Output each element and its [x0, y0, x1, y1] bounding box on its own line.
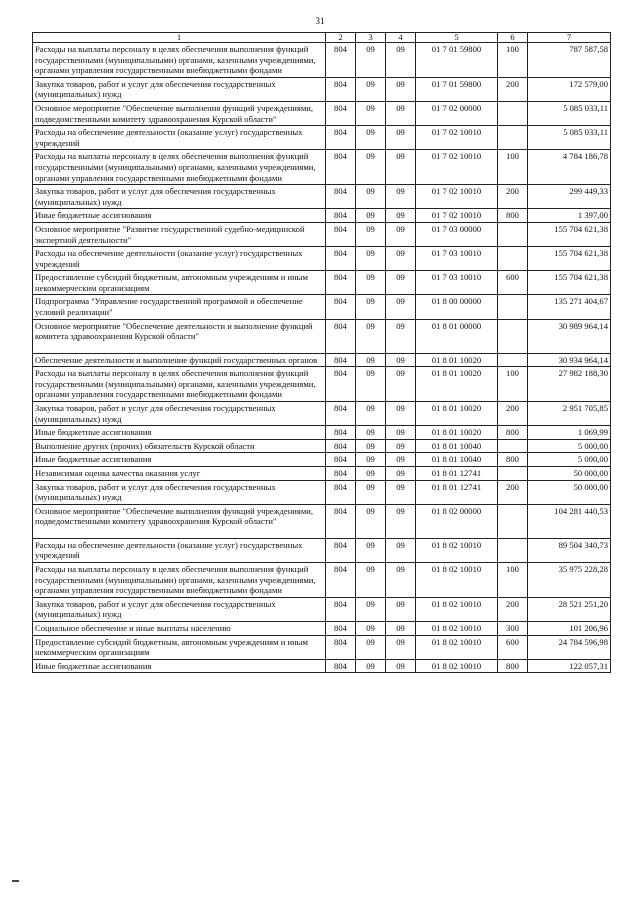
subsection-code-cell: 09	[386, 467, 416, 481]
amount-cell: 122 057,31	[528, 659, 611, 673]
amount-cell: 50 000,00	[528, 467, 611, 481]
section-code-cell: 09	[356, 150, 386, 185]
ministry-code-cell: 804	[326, 453, 356, 467]
table-row	[33, 538, 611, 562]
amount-cell: 155 704 621,38	[528, 222, 611, 246]
expense-type-cell: 200	[498, 480, 528, 504]
column-header: 6	[498, 33, 528, 43]
target-article-cell: 01 8 02 10010	[416, 538, 498, 562]
expense-type-cell	[498, 353, 528, 367]
subsection-code-cell: 09	[386, 453, 416, 467]
ministry-code-cell: 804	[326, 467, 356, 481]
target-article-cell: 01 8 00 00000	[416, 295, 498, 319]
amount-cell: 101 206,96	[528, 621, 611, 635]
target-article-cell: 01 7 02 10010	[416, 209, 498, 223]
scan-artifact	[12, 880, 19, 882]
section-code-cell: 09	[356, 635, 386, 659]
column-header: 3	[356, 33, 386, 43]
section-code-cell: 09	[356, 439, 386, 453]
subsection-code-cell: 09	[386, 126, 416, 150]
expense-type-cell	[498, 319, 528, 353]
budget-table	[32, 32, 611, 673]
expense-name-cell: Закупка товаров, работ и услуг для обеспечения государственных (муниципальных) нужд	[33, 480, 326, 504]
expense-name-cell: Независимая оценка качества оказания услуг	[33, 467, 326, 481]
subsection-code-cell: 09	[386, 209, 416, 223]
amount-cell: 1 397,00	[528, 209, 611, 223]
amount-cell: 27 982 188,30	[528, 367, 611, 402]
section-code-cell: 09	[356, 222, 386, 246]
subsection-code-cell: 09	[386, 271, 416, 295]
expense-name-cell: Расходы на выплаты персоналу в целях обеспечения выполнения функций государственными (муниципальными) органами, казенными учреждениями, органами управления государственными внебюджетными фондами	[33, 562, 326, 597]
column-number-row	[33, 33, 611, 43]
ministry-code-cell: 804	[326, 222, 356, 246]
column-header: 4	[386, 33, 416, 43]
section-code-cell: 09	[356, 538, 386, 562]
section-code-cell: 09	[356, 247, 386, 271]
column-header: 5	[416, 33, 498, 43]
table-row	[33, 247, 611, 271]
table-row	[33, 659, 611, 673]
expense-type-cell	[498, 126, 528, 150]
target-article-cell: 01 8 02 10010	[416, 659, 498, 673]
table-row	[33, 402, 611, 426]
section-code-cell: 09	[356, 77, 386, 101]
target-article-cell: 01 8 02 10010	[416, 562, 498, 597]
amount-cell: 89 504 340,73	[528, 538, 611, 562]
amount-cell: 30 934 964,14	[528, 353, 611, 367]
amount-cell: 172 579,00	[528, 77, 611, 101]
subsection-code-cell: 09	[386, 367, 416, 402]
table-row	[33, 621, 611, 635]
amount-cell: 5 085 033,11	[528, 101, 611, 125]
section-code-cell: 09	[356, 353, 386, 367]
table-row	[33, 222, 611, 246]
subsection-code-cell: 09	[386, 222, 416, 246]
expense-name-cell: Расходы на обеспечение деятельности (оказание услуг) государственных учреждений	[33, 538, 326, 562]
amount-cell: 2 951 705,85	[528, 402, 611, 426]
expense-name-cell: Расходы на выплаты персоналу в целях обеспечения выполнения функций государственными (муниципальными) органами, казенными учреждениями, органами управления государственными внебюджетными фондами	[33, 150, 326, 185]
target-article-cell: 01 8 01 10040	[416, 439, 498, 453]
expense-type-cell	[498, 504, 528, 538]
amount-cell: 5 000,00	[528, 453, 611, 467]
table-row	[33, 150, 611, 185]
subsection-code-cell: 09	[386, 504, 416, 538]
section-code-cell: 09	[356, 480, 386, 504]
subsection-code-cell: 09	[386, 659, 416, 673]
amount-cell: 155 704 621,38	[528, 271, 611, 295]
expense-name-cell: Закупка товаров, работ и услуг для обеспечения государственных (муниципальных) нужд	[33, 185, 326, 209]
table-row	[33, 77, 611, 101]
ministry-code-cell: 804	[326, 319, 356, 353]
table-row	[33, 562, 611, 597]
ministry-code-cell: 804	[326, 504, 356, 538]
target-article-cell: 01 7 02 10010	[416, 185, 498, 209]
expense-type-cell: 800	[498, 426, 528, 440]
table-row	[33, 126, 611, 150]
expense-type-cell	[498, 101, 528, 125]
section-code-cell: 09	[356, 659, 386, 673]
subsection-code-cell: 09	[386, 101, 416, 125]
amount-cell: 1 069,99	[528, 426, 611, 440]
ministry-code-cell: 804	[326, 635, 356, 659]
expense-type-cell: 600	[498, 271, 528, 295]
target-article-cell: 01 7 02 10010	[416, 126, 498, 150]
expense-type-cell: 100	[498, 43, 528, 78]
ministry-code-cell: 804	[326, 77, 356, 101]
amount-cell: 50 000,00	[528, 480, 611, 504]
amount-cell: 104 281 440,53	[528, 504, 611, 538]
expense-type-cell: 800	[498, 659, 528, 673]
expense-type-cell	[498, 439, 528, 453]
expense-type-cell: 200	[498, 185, 528, 209]
table-body	[33, 43, 611, 673]
subsection-code-cell: 09	[386, 185, 416, 209]
section-code-cell: 09	[356, 597, 386, 621]
subsection-code-cell: 09	[386, 150, 416, 185]
table-row	[33, 426, 611, 440]
section-code-cell: 09	[356, 453, 386, 467]
ministry-code-cell: 804	[326, 150, 356, 185]
section-code-cell: 09	[356, 504, 386, 538]
subsection-code-cell: 09	[386, 426, 416, 440]
table-row	[33, 295, 611, 319]
subsection-code-cell: 09	[386, 621, 416, 635]
target-article-cell: 01 7 01 59800	[416, 77, 498, 101]
expense-name-cell: Расходы на выплаты персоналу в целях обеспечения выполнения функций государственными (муниципальными) органами, казенными учреждениями, органами управления государственными внебюджетными фондами	[33, 367, 326, 402]
section-code-cell: 09	[356, 367, 386, 402]
amount-cell: 35 975 228,28	[528, 562, 611, 597]
section-code-cell: 09	[356, 126, 386, 150]
expense-type-cell: 300	[498, 621, 528, 635]
section-code-cell: 09	[356, 271, 386, 295]
target-article-cell: 01 8 02 10010	[416, 635, 498, 659]
expense-name-cell: Подпрограмма "Управление государственной программой и обеспечение условий реализации"	[33, 295, 326, 319]
table-row	[33, 453, 611, 467]
expense-name-cell: Основное мероприятие "Обеспечение выполнения функций учреждениями, подведомственными комитету здравоохранения Курской области"	[33, 101, 326, 125]
table-row	[33, 467, 611, 481]
target-article-cell: 01 7 03 10010	[416, 247, 498, 271]
expense-type-cell	[498, 538, 528, 562]
amount-cell: 155 704 621,38	[528, 247, 611, 271]
table-row	[33, 635, 611, 659]
expense-type-cell	[498, 222, 528, 246]
expense-name-cell: Расходы на обеспечение деятельности (оказание услуг) государственных учреждений	[33, 247, 326, 271]
expense-name-cell: Основное мероприятие "Обеспечение деятельности и выполнение функций комитета здравоохранения Курской области"	[33, 319, 326, 353]
expense-type-cell	[498, 247, 528, 271]
section-code-cell: 09	[356, 101, 386, 125]
ministry-code-cell: 804	[326, 295, 356, 319]
table-row	[33, 185, 611, 209]
expense-name-cell: Расходы на обеспечение деятельности (оказание услуг) государственных учреждений	[33, 126, 326, 150]
table-row	[33, 504, 611, 538]
target-article-cell: 01 8 01 12741	[416, 480, 498, 504]
ministry-code-cell: 804	[326, 353, 356, 367]
target-article-cell: 01 8 02 00000	[416, 504, 498, 538]
subsection-code-cell: 09	[386, 538, 416, 562]
ministry-code-cell: 804	[326, 367, 356, 402]
section-code-cell: 09	[356, 426, 386, 440]
subsection-code-cell: 09	[386, 402, 416, 426]
section-code-cell: 09	[356, 319, 386, 353]
ministry-code-cell: 804	[326, 538, 356, 562]
target-article-cell: 01 8 01 10040	[416, 453, 498, 467]
expense-name-cell: Основное мероприятие "Развитие государственной судебно-медицинской экспертной деятельности"	[33, 222, 326, 246]
ministry-code-cell: 804	[326, 101, 356, 125]
expense-name-cell: Иные бюджетные ассигнования	[33, 453, 326, 467]
expense-type-cell: 200	[498, 77, 528, 101]
table-row	[33, 353, 611, 367]
ministry-code-cell: 804	[326, 271, 356, 295]
target-article-cell: 01 8 01 10020	[416, 367, 498, 402]
section-code-cell: 09	[356, 402, 386, 426]
target-article-cell: 01 7 03 10010	[416, 271, 498, 295]
section-code-cell: 09	[356, 43, 386, 78]
ministry-code-cell: 804	[326, 621, 356, 635]
expense-name-cell: Закупка товаров, работ и услуг для обеспечения государственных (муниципальных) нужд	[33, 77, 326, 101]
target-article-cell: 01 7 03 00000	[416, 222, 498, 246]
section-code-cell: 09	[356, 209, 386, 223]
expense-name-cell: Социальное обеспечение и иные выплаты населению	[33, 621, 326, 635]
column-header: 7	[528, 33, 611, 43]
section-code-cell: 09	[356, 562, 386, 597]
amount-cell: 787 587,58	[528, 43, 611, 78]
expense-name-cell: Иные бюджетные ассигнования	[33, 426, 326, 440]
target-article-cell: 01 7 02 10010	[416, 150, 498, 185]
table-row	[33, 101, 611, 125]
target-article-cell: 01 8 02 10010	[416, 621, 498, 635]
section-code-cell: 09	[356, 295, 386, 319]
expense-name-cell: Закупка товаров, работ и услуг для обеспечения государственных (муниципальных) нужд	[33, 402, 326, 426]
page-number: 31	[315, 17, 325, 27]
expense-type-cell: 600	[498, 635, 528, 659]
expense-type-cell: 100	[498, 150, 528, 185]
amount-cell: 5 000,00	[528, 439, 611, 453]
subsection-code-cell: 09	[386, 247, 416, 271]
expense-type-cell: 200	[498, 402, 528, 426]
expense-type-cell: 800	[498, 453, 528, 467]
amount-cell: 5 085 033,11	[528, 126, 611, 150]
target-article-cell: 01 8 02 10010	[416, 597, 498, 621]
expense-name-cell: Закупка товаров, работ и услуг для обеспечения государственных (муниципальных) нужд	[33, 597, 326, 621]
ministry-code-cell: 804	[326, 43, 356, 78]
section-code-cell: 09	[356, 185, 386, 209]
ministry-code-cell: 804	[326, 426, 356, 440]
table-row	[33, 319, 611, 353]
target-article-cell: 01 8 01 10020	[416, 426, 498, 440]
ministry-code-cell: 804	[326, 659, 356, 673]
amount-cell: 30 989 964,14	[528, 319, 611, 353]
ministry-code-cell: 804	[326, 247, 356, 271]
target-article-cell: 01 8 01 10020	[416, 353, 498, 367]
expense-type-cell: 200	[498, 597, 528, 621]
section-code-cell: 09	[356, 467, 386, 481]
table-row	[33, 367, 611, 402]
target-article-cell: 01 8 01 10020	[416, 402, 498, 426]
amount-cell: 299 449,33	[528, 185, 611, 209]
target-article-cell: 01 7 01 59800	[416, 43, 498, 78]
ministry-code-cell: 804	[326, 185, 356, 209]
subsection-code-cell: 09	[386, 319, 416, 353]
column-header: 1	[33, 33, 326, 43]
subsection-code-cell: 09	[386, 439, 416, 453]
table-row	[33, 209, 611, 223]
expense-type-cell	[498, 295, 528, 319]
amount-cell: 28 521 251,20	[528, 597, 611, 621]
expense-type-cell: 800	[498, 209, 528, 223]
expense-name-cell: Предоставление субсидий бюджетным, автономным учреждениям и иным некоммерческим организациям	[33, 271, 326, 295]
expense-name-cell: Расходы на выплаты персоналу в целях обеспечения выполнения функций государственными (муниципальными) органами, казенными учреждениями, органами управления государственными внебюджетными фондами	[33, 43, 326, 78]
target-article-cell: 01 8 01 00000	[416, 319, 498, 353]
expense-type-cell: 100	[498, 367, 528, 402]
subsection-code-cell: 09	[386, 43, 416, 78]
ministry-code-cell: 804	[326, 439, 356, 453]
subsection-code-cell: 09	[386, 597, 416, 621]
expense-type-cell	[498, 467, 528, 481]
table-row	[33, 43, 611, 78]
expense-name-cell: Иные бюджетные ассигнования	[33, 659, 326, 673]
subsection-code-cell: 09	[386, 562, 416, 597]
column-header: 2	[326, 33, 356, 43]
amount-cell: 135 271 404,67	[528, 295, 611, 319]
subsection-code-cell: 09	[386, 353, 416, 367]
expense-name-cell: Выполнение других (прочих) обязательств Курской области	[33, 439, 326, 453]
subsection-code-cell: 09	[386, 635, 416, 659]
expense-name-cell: Предоставление субсидий бюджетным, автономным учреждениям и иным некоммерческим организациям	[33, 635, 326, 659]
subsection-code-cell: 09	[386, 77, 416, 101]
target-article-cell: 01 8 01 12741	[416, 467, 498, 481]
table-row	[33, 597, 611, 621]
subsection-code-cell: 09	[386, 295, 416, 319]
expense-name-cell: Основное мероприятие "Обеспечение выполнения функций учреждениями, подведомственными комитету здравоохранения Курской области"	[33, 504, 326, 538]
ministry-code-cell: 804	[326, 597, 356, 621]
target-article-cell: 01 7 02 00000	[416, 101, 498, 125]
ministry-code-cell: 804	[326, 562, 356, 597]
table-row	[33, 480, 611, 504]
amount-cell: 4 784 186,78	[528, 150, 611, 185]
ministry-code-cell: 804	[326, 402, 356, 426]
table-row	[33, 271, 611, 295]
table-row	[33, 439, 611, 453]
expense-type-cell: 100	[498, 562, 528, 597]
section-code-cell: 09	[356, 621, 386, 635]
amount-cell: 24 784 596,98	[528, 635, 611, 659]
expense-name-cell: Обеспечение деятельности и выполнение функций государственных органов	[33, 353, 326, 367]
ministry-code-cell: 804	[326, 480, 356, 504]
subsection-code-cell: 09	[386, 480, 416, 504]
ministry-code-cell: 804	[326, 126, 356, 150]
ministry-code-cell: 804	[326, 209, 356, 223]
expense-name-cell: Иные бюджетные ассигнования	[33, 209, 326, 223]
